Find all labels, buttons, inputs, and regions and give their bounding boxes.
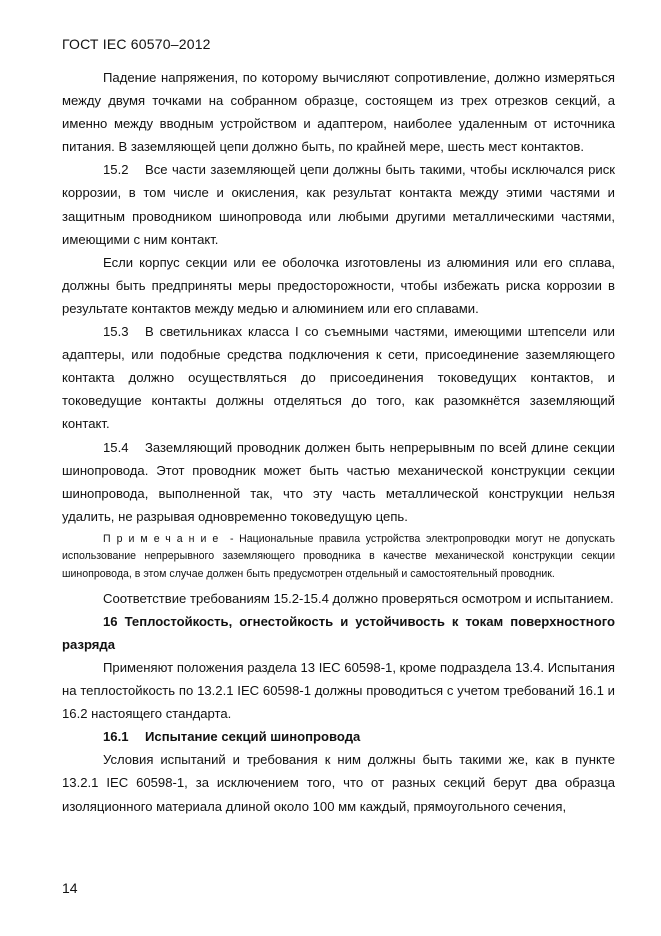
page-number: 14 [62, 880, 78, 896]
section-16-1-heading [62, 725, 615, 748]
clause-number: 16.1 [103, 729, 129, 745]
paragraph-15-2 [62, 158, 615, 250]
paragraph-compliance: Соответствие требованиям 15.2-15.4 должно проверяться осмотром и испытанием. [103, 590, 614, 606]
document-header: ГОСТ IEC 60570–2012 [62, 36, 211, 52]
note-text: - Национальные правила устройства электропроводки могут не допускать использование непрерывного заземляющего проводника в качестве механической конструкции секции шинопровода, в этом случае должен быть предусмотрен отдельный и самостоятельный проводник. [62, 532, 616, 581]
paragraph-voltage-drop: Падение напряжения, по которому вычисляют сопротивление, должно измеряться между двумя точками на собранном образце, состоящем из трех отрезков секций, а именно между вводным устройством и адаптером, наиболее удаленным от источника питания. В заземляющей цепи должно быть, по крайней мере, шесть мест контактов. [62, 70, 615, 155]
clause-title: Испытание секций шинопровода [145, 729, 361, 745]
section-16-heading: 16 Теплостойкость, огнестойкость и устойчивость к токам поверхностного разряда [62, 613, 615, 652]
note [62, 528, 615, 587]
paragraph-15-3 [62, 320, 615, 435]
document-body [62, 66, 615, 818]
clause-number: 15.3 [103, 324, 129, 340]
clause-number: 15.2 [103, 162, 129, 178]
clause-number: 15.4 [103, 439, 129, 455]
note-label: Примечание [103, 532, 225, 545]
clause-text: Заземляющий проводник должен быть непрерывным по всей длине секции шинопровода. Этот проводник может быть частью механической конструкции секции шинопровода, выполненной так, что эту часть металлической конструкции нельзя удалить, не разрывая одновременно токоведущую цепь. [62, 439, 615, 524]
clause-text: Все части заземляющей цепи должны быть такими, чтобы исключался риск коррозии, в том числе и окисления, как результат контакта между этими частями и защитным проводником шинопровода или любыми другими металлическими частями, имеющими с ним контакт. [62, 162, 615, 247]
paragraph-aluminium: Если корпус секции или ее оболочка изготовлены из алюминия или его сплава, должны быть предприняты меры предосторожности, чтобы избежать риска коррозии в результате контактов между медью и алюминием или его сплавами. [62, 254, 615, 316]
paragraph-section-16: Применяют положения раздела 13 IEC 60598-1, кроме подраздела 13.4. Испытания на теплостойкость по 13.2.1 IEC 60598-1 должны проводиться с учетом требований 16.1 и 16.2 настоящего стандарта. [62, 659, 615, 722]
clause-text: В светильниках класса I со съемными частями, имеющими штепсели или адаптеры, или подобные средства подключения к сети, присоединение заземляющего контакта должно осуществляться до присоединения токоведущих контактов, и токоведущие контакты должны отделяться до того, как разомкнётся заземляющий контакт. [62, 324, 615, 432]
paragraph-test-conditions: Условия испытаний и требования к ним должны быть такими же, как в пункте 13.2.1 IEC 60598-1, за исключением того, что от разных секций берут два образца изоляционного материала длиной около 100 мм каждый, прямоугольного сечения, [62, 752, 615, 814]
paragraph-15-4 [62, 436, 615, 528]
